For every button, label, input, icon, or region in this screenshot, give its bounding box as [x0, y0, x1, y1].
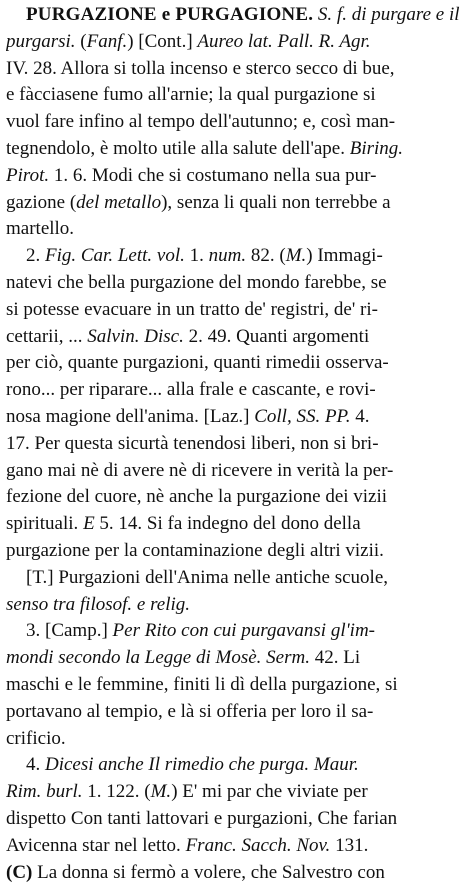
italic-text: Biring. [350, 138, 403, 159]
text-span: 1. 122. ( [83, 781, 151, 802]
text-line [6, 752, 468, 779]
text-span: dispetto Con tanti lattovari e purgazioni, Che farian [6, 808, 397, 829]
italic-text: Franc. Sacch. Nov. [186, 835, 331, 856]
text-span: 17. Per questa sicurtà tenendosi liberi, non si bri- [6, 433, 379, 454]
italic-text: Aureo lat. Pall. R. Agr. [197, 31, 370, 52]
text-span: Avicenna star nel letto. [6, 835, 186, 856]
italic-text: purgarsi. [6, 31, 76, 52]
text-line [6, 511, 468, 538]
text-span: 2. [26, 245, 45, 266]
italic-text: Pirot. [6, 165, 49, 186]
text-span: spirituali. [6, 513, 83, 534]
text-span: ) [Cont.] [127, 31, 197, 52]
text-span: nosa magione dell'anima. [Laz.] [6, 406, 254, 427]
text-line [6, 538, 468, 565]
text-span: fezione del cuore, nè anche la purgazione dei vizii [6, 486, 387, 507]
text-span: 5. 14. Si fa indegno del dono della [95, 513, 361, 534]
text-span: La donna si fermò a volere, che Salvestro con [32, 862, 384, 883]
text-span: cettarii, ... [6, 326, 87, 347]
text-span: crificio. [6, 728, 66, 749]
text-line [6, 190, 468, 217]
text-span: IV. 28. Allora si tolla incenso e sterco secco di bue, [6, 58, 395, 79]
text-line [6, 833, 468, 860]
text-span: e fàcciasene fumo all'arnie; la qual purgazione si [6, 84, 376, 105]
text-line [6, 860, 468, 886]
italic-text: Per Rito con cui purgavansi gl'im- [113, 620, 375, 641]
dictionary-entry-purgazione [6, 2, 468, 886]
italic-text: del metallo [76, 192, 161, 213]
text-span: 131. [330, 835, 368, 856]
text-span: martello. [6, 218, 74, 239]
italic-text: senso tra filosof. e relig. [6, 594, 190, 615]
text-line [6, 592, 468, 619]
text-span: vuol fare infino al tempo dell'autunno; e, così man- [6, 111, 395, 132]
text-span: si potesse evacuare in un tratto de' registri, de' ri- [6, 299, 378, 320]
text-line [6, 109, 468, 136]
italic-text: M. [286, 245, 307, 266]
italic-text: mondi secondo la Legge di Mosè. Serm. [6, 647, 310, 668]
text-span: portavano al tempio, e là si offeria per loro il sa- [6, 701, 373, 722]
text-span: rono... per riparare... alla frale e cascante, e rovi- [6, 379, 376, 400]
text-line [6, 297, 468, 324]
text-line [6, 565, 468, 592]
text-span: 82. ( [246, 245, 286, 266]
text-span: ) Immagi- [306, 245, 383, 266]
text-span: maschi e le femmine, finiti li dì della purgazione, si [6, 674, 398, 695]
text-line [6, 216, 468, 243]
italic-text: M. [151, 781, 172, 802]
text-line [6, 404, 468, 431]
text-line [6, 672, 468, 699]
text-line [6, 645, 468, 672]
text-line [6, 163, 468, 190]
text-line [6, 431, 468, 458]
text-span: 1. [185, 245, 209, 266]
italic-text: Rim. burl. [6, 781, 83, 802]
italic-text: Fig. Car. Lett. vol. [45, 245, 185, 266]
text-span: [T.] Purgazioni dell'Anima nelle antiche scuole, [26, 567, 388, 588]
text-span: gazione ( [6, 192, 76, 213]
text-span: ) E' mi par che viviate per [171, 781, 368, 802]
text-span: 4. [350, 406, 369, 427]
text-span: gano mai nè di avere nè di ricevere in verità la per- [6, 460, 393, 481]
text-line [6, 618, 468, 645]
text-line [6, 82, 468, 109]
text-span: 42. Li [310, 647, 360, 668]
text-span: purgazione per la contaminazione degli altri vizii. [6, 540, 384, 561]
text-line [6, 136, 468, 163]
text-line [6, 779, 468, 806]
text-line [6, 29, 468, 56]
text-line [6, 2, 468, 29]
text-line [6, 377, 468, 404]
text-span: ), senza li quali non terrebbe a [161, 192, 390, 213]
text-span: 1. 6. Modi che si costumano nella sua pur- [49, 165, 376, 186]
text-span: 3. [Camp.] [26, 620, 113, 641]
text-line [6, 806, 468, 833]
italic-text: Fanf. [87, 31, 128, 52]
text-line [6, 243, 468, 270]
text-line [6, 350, 468, 377]
text-line [6, 726, 468, 753]
italic-text: num. [209, 245, 246, 266]
italic-text: Salvin. Disc. [87, 326, 184, 347]
text-line [6, 458, 468, 485]
bold-text: PURGAZIONE e PURGAGIONE. [26, 4, 313, 25]
text-line [6, 56, 468, 83]
italic-text: S. f. di purgare e il [318, 4, 460, 25]
text-span: 4. [26, 754, 45, 775]
italic-text: E [83, 513, 95, 534]
italic-text: Coll, SS. PP. [254, 406, 350, 427]
text-line [6, 324, 468, 351]
text-span: natevi che bella purgazione del mondo farebbe, se [6, 272, 387, 293]
text-line [6, 270, 468, 297]
bold-text: (C) [6, 862, 32, 883]
text-span: ( [76, 31, 87, 52]
text-line [6, 484, 468, 511]
text-span: per ciò, quante purgazioni, quanti rimedii osserva- [6, 352, 389, 373]
text-span: tegnendolo, è molto utile alla salute dell'ape. [6, 138, 350, 159]
italic-text: Dicesi anche Il rimedio che purga. Maur. [45, 754, 359, 775]
text-line [6, 699, 468, 726]
text-span: 2. 49. Quanti argomenti [184, 326, 369, 347]
